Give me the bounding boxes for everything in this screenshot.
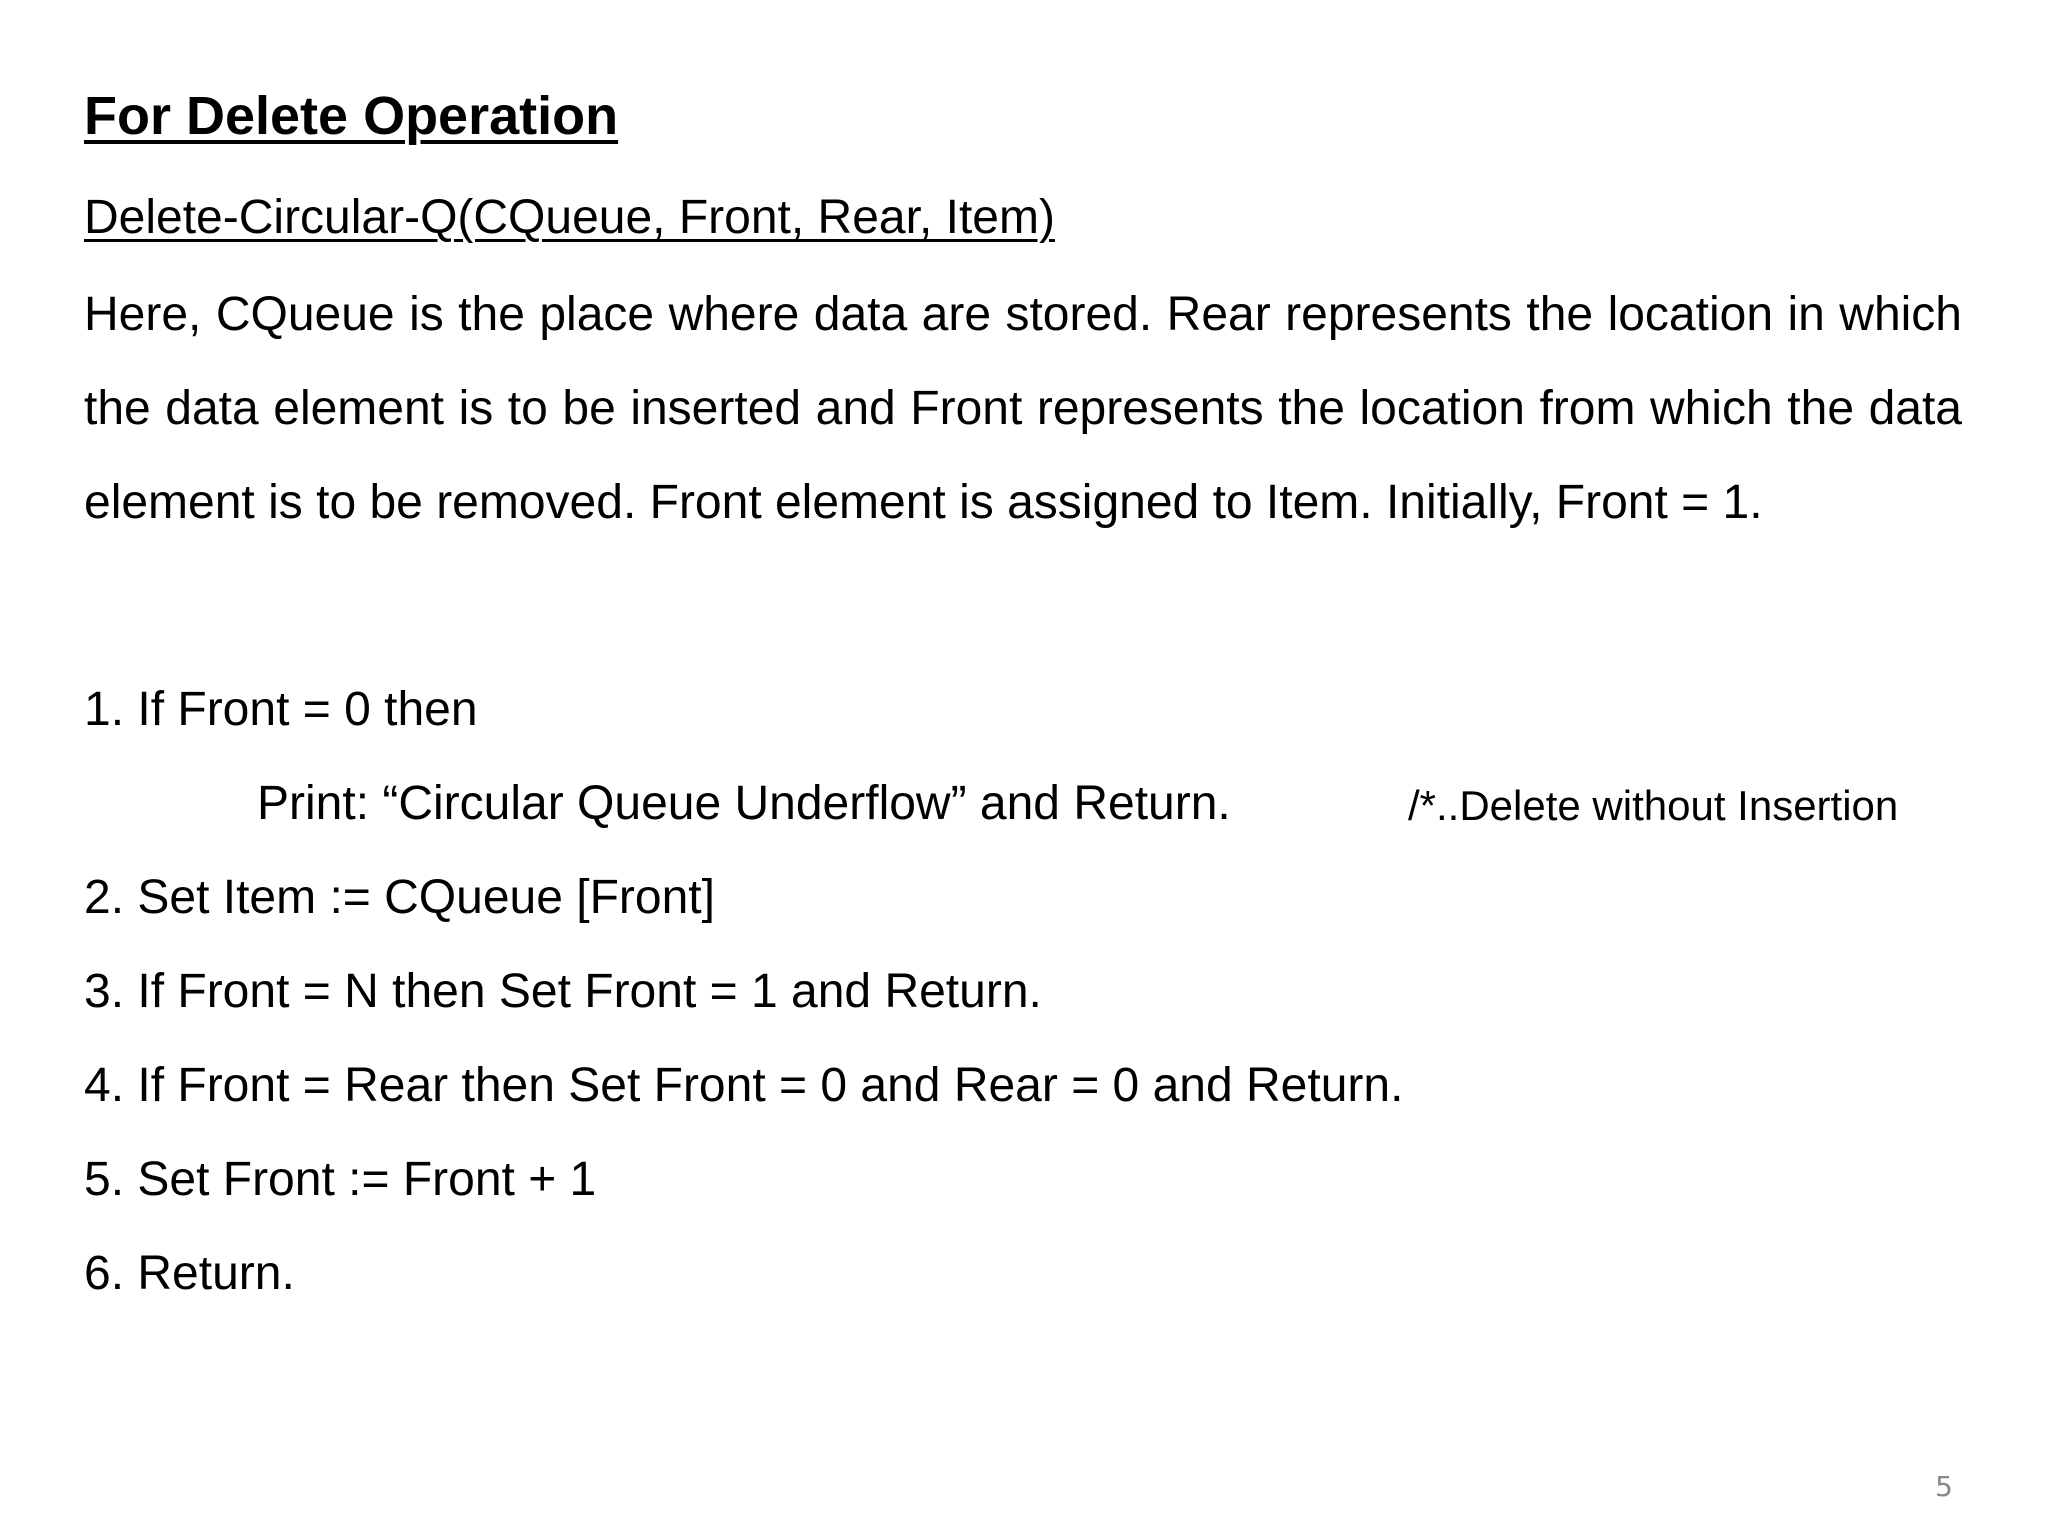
algorithm-description: Here, CQueue is the place where data are stored. Rear represents the location in which the data element is to be inserted and Front represents the location from which the data element is to be removed. Front element is assigned to Item. Initially, Front = 1. [84,288,1962,529]
slide-heading: For Delete Operation [84,86,619,146]
algorithm-signature: Delete-Circular-Q(CQueue, Front, Rear, Item) [84,191,1055,244]
page-number: 5 [1935,1470,1953,1503]
step-1: 1. If Front = 0 then [84,683,478,736]
step-1-action: Print: “Circular Queue Underflow” and Return. [257,777,1231,830]
step-1-comment: /*..Delete without Insertion [1408,782,1899,829]
step-6: 6. Return. [84,1247,295,1300]
step-4: 4. If Front = Rear then Set Front = 0 and Rear = 0 and Return. [84,1059,1404,1112]
step-3: 3. If Front = N then Set Front = 1 and Return. [84,965,1042,1018]
step-5: 5. Set Front := Front + 1 [84,1153,597,1206]
step-2: 2. Set Item := CQueue [Front] [84,871,715,924]
